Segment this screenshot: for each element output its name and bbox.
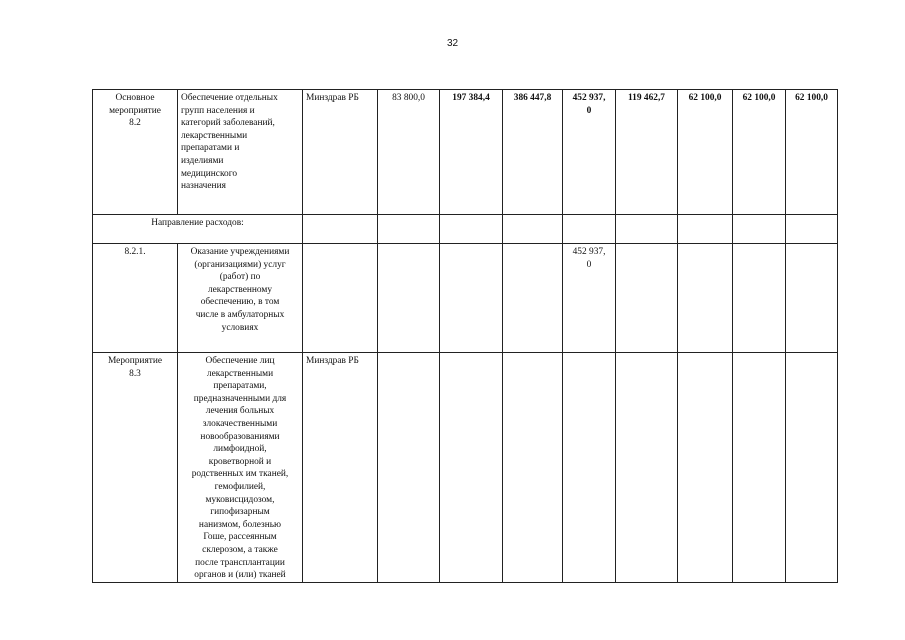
row-code-cell (93, 90, 178, 215)
empty-cell (378, 215, 440, 244)
empty-cell (733, 215, 786, 244)
empty-cell (733, 353, 786, 583)
row-executor: Минздрав РБ (306, 356, 359, 366)
empty-cell (503, 215, 563, 244)
value: 452 937, 0 (572, 247, 606, 270)
value-cell (440, 90, 503, 215)
value-cell (678, 90, 733, 215)
value: 452 937, 0 (572, 93, 606, 116)
empty-cell (616, 353, 678, 583)
value: 83 800,0 (392, 93, 425, 103)
value: 62 100,0 (742, 93, 776, 103)
value-cell (563, 244, 616, 353)
row-name-cell (178, 244, 303, 353)
row-executor-cell (303, 353, 378, 583)
row-code: Основное мероприятие 8.2 (109, 93, 161, 129)
empty-cell (616, 215, 678, 244)
row-executor-cell (303, 90, 378, 215)
row-code-cell (93, 353, 178, 583)
value: 119 462,7 (628, 93, 665, 103)
value: 197 384,4 (452, 93, 490, 103)
table-row (93, 90, 838, 215)
value-cell (786, 244, 838, 353)
table-row (93, 215, 838, 244)
program-table (92, 89, 838, 583)
section-label-cell (93, 215, 303, 244)
value-cell (678, 244, 733, 353)
row-name: Обеспечение отдельных групп населения и категорий заболеваний, лекарственными препаратами и изделиями медицинского назначения (181, 93, 278, 192)
empty-cell (678, 353, 733, 583)
empty-cell (440, 353, 503, 583)
value: 386 447,8 (513, 93, 552, 103)
value-cell (503, 244, 563, 353)
empty-cell (563, 215, 616, 244)
value: 62 100,0 (795, 93, 828, 103)
section-label: Направление расходов: (151, 218, 244, 228)
row-code-cell (93, 244, 178, 353)
value-cell (733, 244, 786, 353)
value-cell (733, 90, 786, 215)
empty-cell (378, 353, 440, 583)
empty-cell (503, 353, 563, 583)
row-code: Мероприятие 8.3 (107, 356, 163, 379)
row-executor-cell (303, 244, 378, 353)
value-cell (786, 90, 838, 215)
empty-cell (303, 215, 378, 244)
value-cell (378, 90, 440, 215)
value-cell (378, 244, 440, 353)
value-cell (503, 90, 563, 215)
row-name-cell (178, 353, 303, 583)
table-row (93, 244, 838, 353)
value-cell (616, 90, 678, 215)
empty-cell (786, 215, 838, 244)
empty-cell (563, 353, 616, 583)
empty-cell (786, 353, 838, 583)
empty-cell (678, 215, 733, 244)
table-row (93, 353, 838, 583)
value-cell (616, 244, 678, 353)
row-name: Обеспечение лиц лекарственными препаратами, предназначенными для лечения больных злокачественными новообразованиями лимфоидной, кроветворной и родственных им тканей, гемофилией, муковисцидозом, гипофизарным нанизмом, болезнью Гоше, рассеянным склерозом, а также после трансплантации органов и (или) тканей (191, 356, 289, 581)
page-number: 32 (446, 38, 459, 49)
row-code: 8.2.1. (124, 247, 146, 257)
value: 62 100,0 (688, 93, 722, 103)
row-executor: Минздрав РБ (306, 93, 359, 103)
empty-cell (440, 215, 503, 244)
row-name: Оказание учреждениями (организациями) услуг (работ) по лекарственному обеспечению, в том числе в амбулаторных условиях (190, 247, 290, 333)
row-name-cell (178, 90, 303, 215)
value-cell (440, 244, 503, 353)
value-cell (563, 90, 616, 215)
